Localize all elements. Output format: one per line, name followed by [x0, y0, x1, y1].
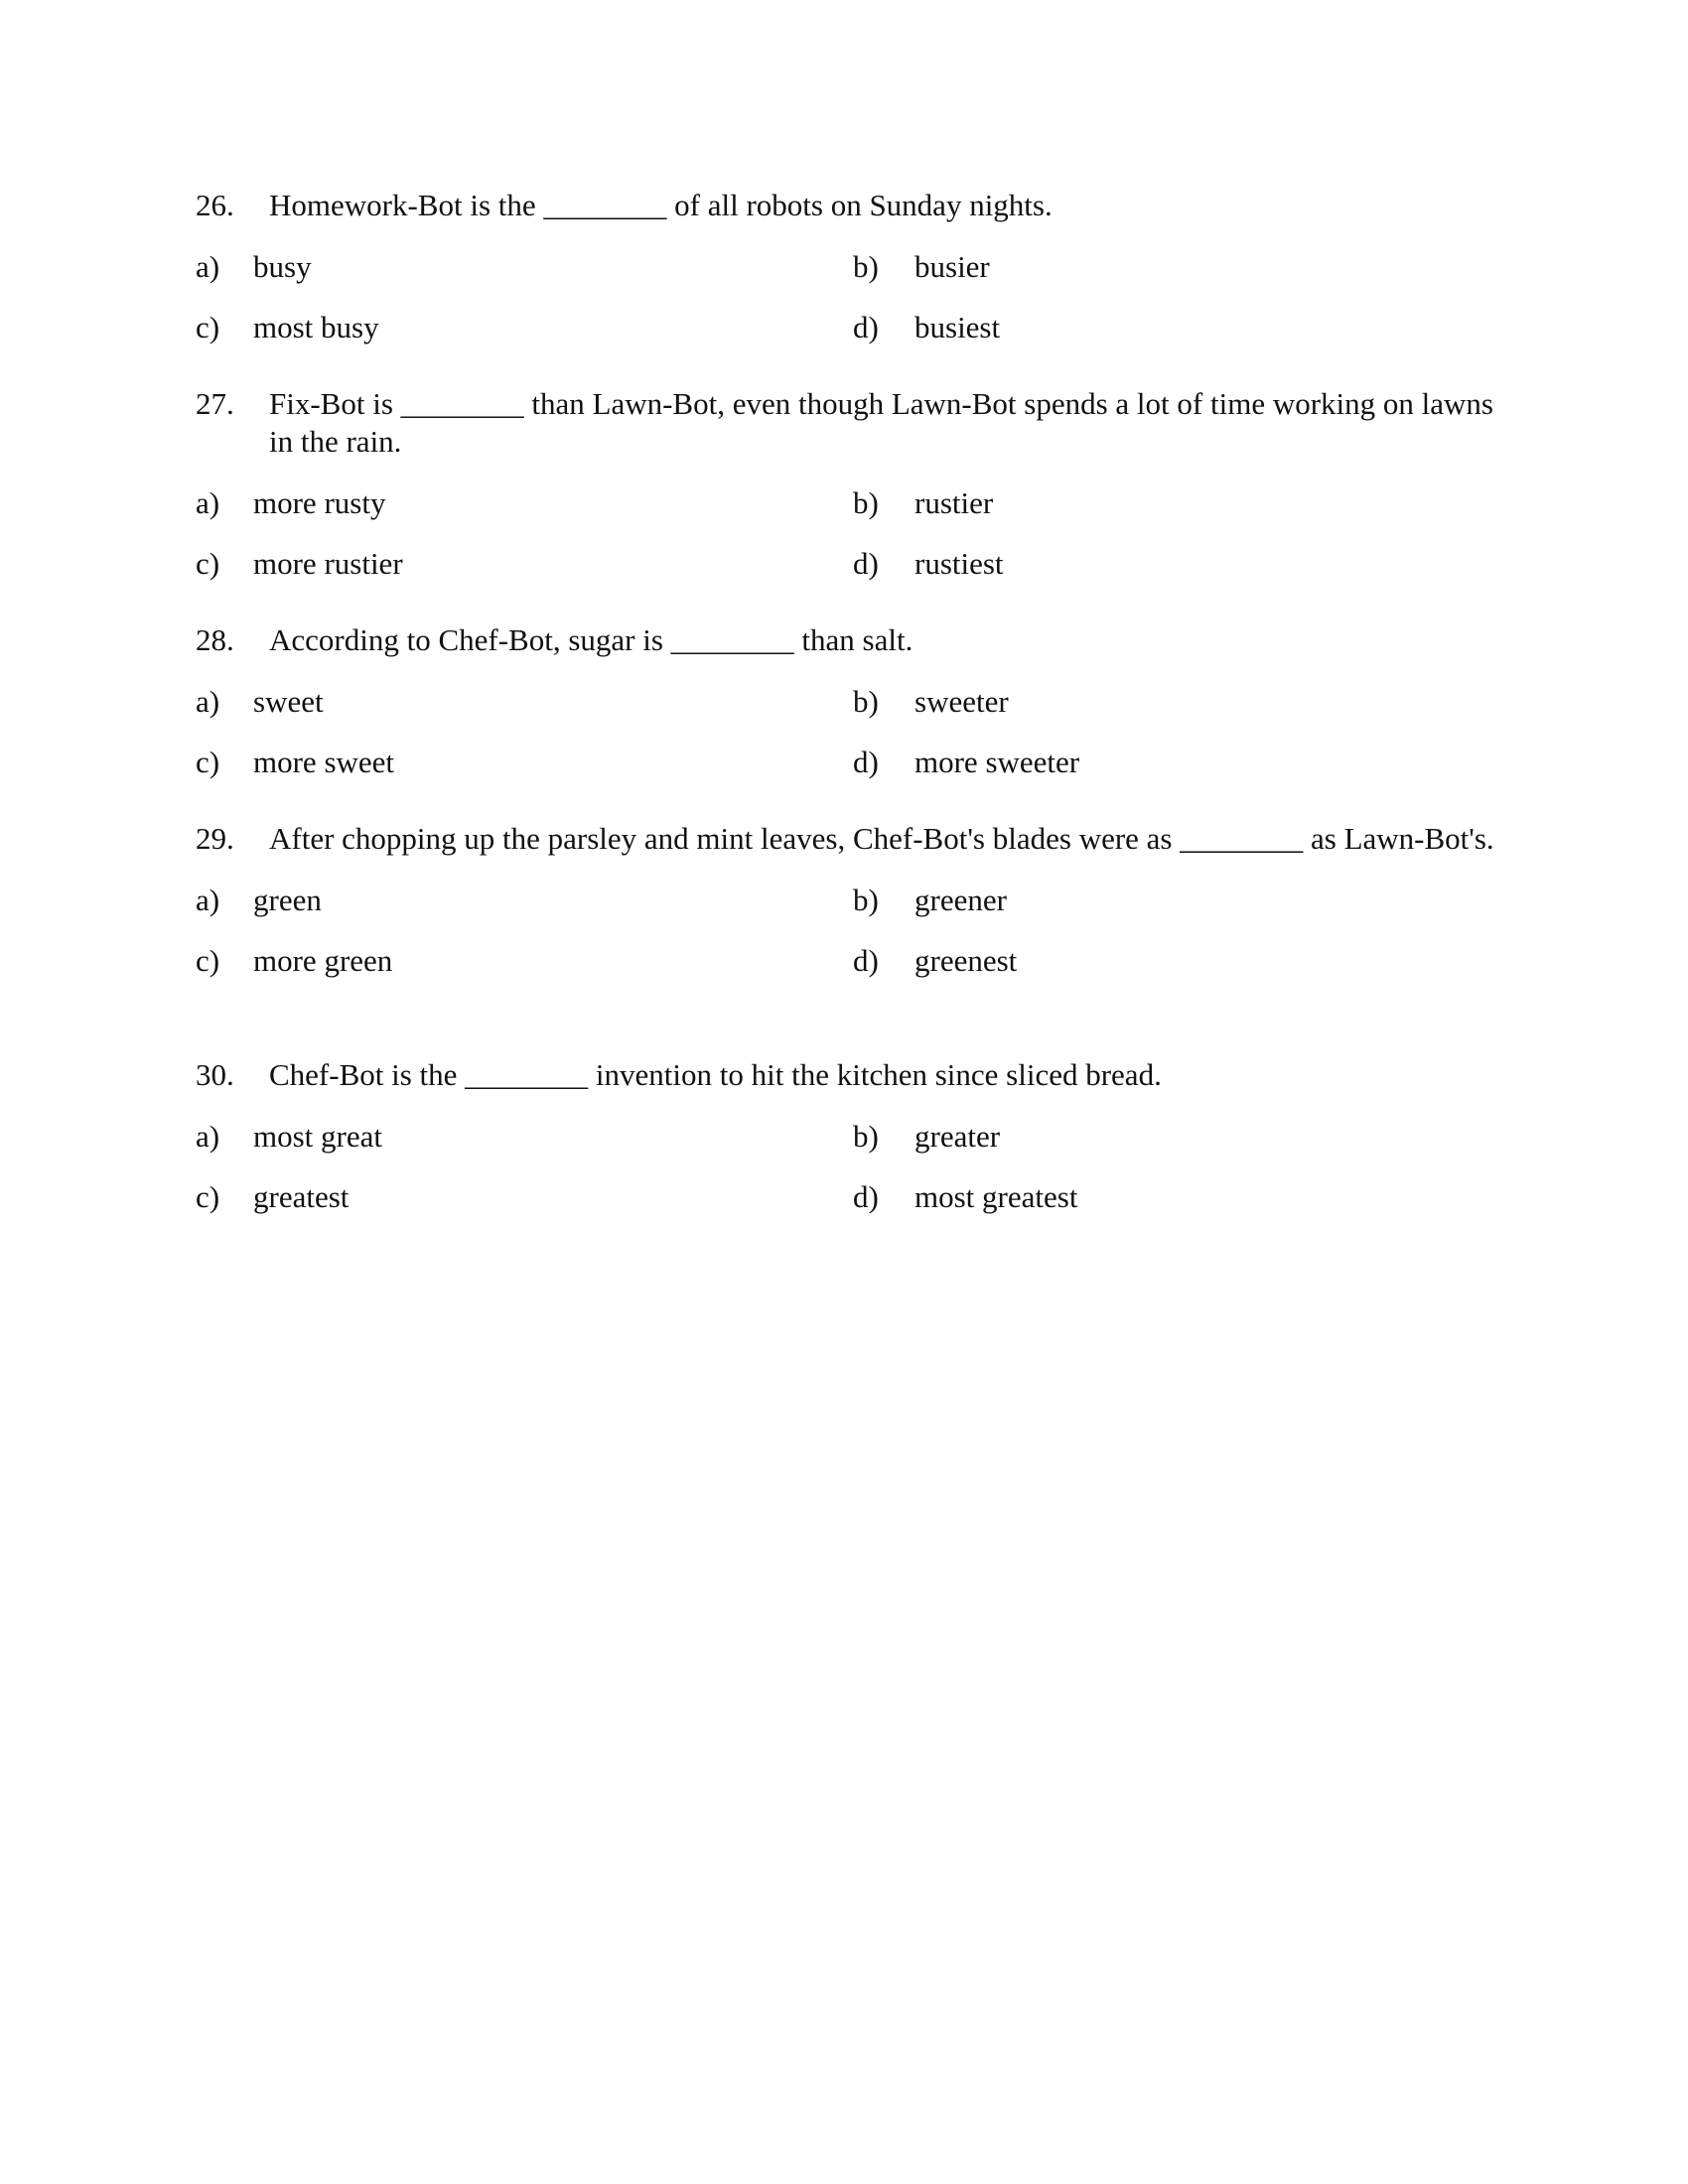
option-letter: a) — [196, 485, 220, 520]
question-number: 30. — [196, 1057, 234, 1092]
question-text: Fix-Bot is ________ than Lawn-Bot, even though Lawn-Bot spends a lot of time working on lawns in the rain. — [269, 386, 1493, 459]
option-a[interactable] — [196, 1118, 853, 1156]
option-row — [196, 1118, 1506, 1156]
option-c[interactable] — [196, 309, 853, 346]
option-letter: d) — [853, 943, 879, 978]
option-letter: d) — [853, 1179, 879, 1214]
option-letter: b) — [853, 249, 879, 284]
option-letter: a) — [196, 249, 220, 284]
option-d[interactable] — [853, 1178, 1510, 1216]
option-text: rustiest — [914, 546, 1004, 581]
question-stem — [196, 187, 1506, 224]
option-text: most busy — [253, 310, 379, 344]
option-text: rustier — [914, 485, 994, 520]
option-row — [196, 545, 1506, 583]
option-letter: b) — [853, 1119, 879, 1154]
option-text: more green — [253, 943, 393, 978]
option-a[interactable] — [196, 683, 853, 721]
option-text: most greatest — [914, 1179, 1078, 1214]
question-27 — [196, 385, 1506, 583]
option-row — [196, 309, 1506, 346]
question-28 — [196, 621, 1506, 781]
option-text: busier — [914, 249, 990, 284]
option-a[interactable] — [196, 484, 853, 522]
question-30 — [196, 1056, 1506, 1216]
option-text: sweet — [253, 684, 324, 719]
question-number: 27. — [196, 386, 234, 421]
option-letter: b) — [853, 883, 879, 917]
option-c[interactable] — [196, 942, 853, 980]
option-c[interactable] — [196, 1178, 853, 1216]
option-text: sweeter — [914, 684, 1009, 719]
question-text: Homework-Bot is the ________ of all robots on Sunday nights. — [269, 188, 1053, 222]
option-c[interactable] — [196, 545, 853, 583]
option-b[interactable] — [853, 683, 1510, 721]
option-row — [196, 683, 1506, 721]
option-text: busiest — [914, 310, 1001, 344]
option-letter: b) — [853, 485, 879, 520]
option-row — [196, 942, 1506, 980]
question-number: 29. — [196, 821, 234, 856]
question-26 — [196, 187, 1506, 346]
question-number: 28. — [196, 622, 234, 657]
option-letter: d) — [853, 745, 879, 779]
option-row — [196, 484, 1506, 522]
option-a[interactable] — [196, 882, 853, 919]
option-a[interactable] — [196, 248, 853, 286]
question-number: 26. — [196, 188, 234, 222]
option-d[interactable] — [853, 942, 1510, 980]
option-letter: c) — [196, 1179, 220, 1214]
option-letter: a) — [196, 883, 220, 917]
option-d[interactable] — [853, 309, 1510, 346]
option-letter: c) — [196, 943, 220, 978]
option-b[interactable] — [853, 1118, 1510, 1156]
option-row — [196, 1178, 1506, 1216]
option-b[interactable] — [853, 882, 1510, 919]
option-text: more sweet — [253, 745, 395, 779]
question-text: According to Chef-Bot, sugar is ________ than salt. — [269, 622, 914, 657]
option-text: greatest — [253, 1179, 350, 1214]
question-stem — [196, 1056, 1506, 1094]
option-letter: c) — [196, 745, 220, 779]
question-stem — [196, 820, 1506, 858]
option-text: more sweeter — [914, 745, 1080, 779]
option-letter: a) — [196, 1119, 220, 1154]
option-row — [196, 744, 1506, 781]
option-text: more rusty — [253, 485, 386, 520]
option-b[interactable] — [853, 484, 1510, 522]
option-d[interactable] — [853, 545, 1510, 583]
option-letter: c) — [196, 546, 220, 581]
option-b[interactable] — [853, 248, 1510, 286]
question-stem — [196, 621, 1506, 659]
option-letter: c) — [196, 310, 220, 344]
option-row — [196, 882, 1506, 919]
option-text: busy — [253, 249, 312, 284]
option-row — [196, 248, 1506, 286]
option-letter: a) — [196, 684, 220, 719]
question-29 — [196, 820, 1506, 980]
option-text: greenest — [914, 943, 1018, 978]
option-letter: d) — [853, 310, 879, 344]
option-letter: b) — [853, 684, 879, 719]
question-text: Chef-Bot is the ________ invention to hit the kitchen since sliced bread. — [269, 1057, 1162, 1092]
option-text: green — [253, 883, 322, 917]
question-text: After chopping up the parsley and mint leaves, Chef-Bot's blades were as ________ as Lawn-Bot's. — [269, 821, 1494, 856]
option-text: greener — [914, 883, 1007, 917]
option-text: more rustier — [253, 546, 403, 581]
option-text: most great — [253, 1119, 382, 1154]
question-stem — [196, 385, 1506, 461]
option-c[interactable] — [196, 744, 853, 781]
option-text: greater — [914, 1119, 1001, 1154]
option-letter: d) — [853, 546, 879, 581]
option-d[interactable] — [853, 744, 1510, 781]
